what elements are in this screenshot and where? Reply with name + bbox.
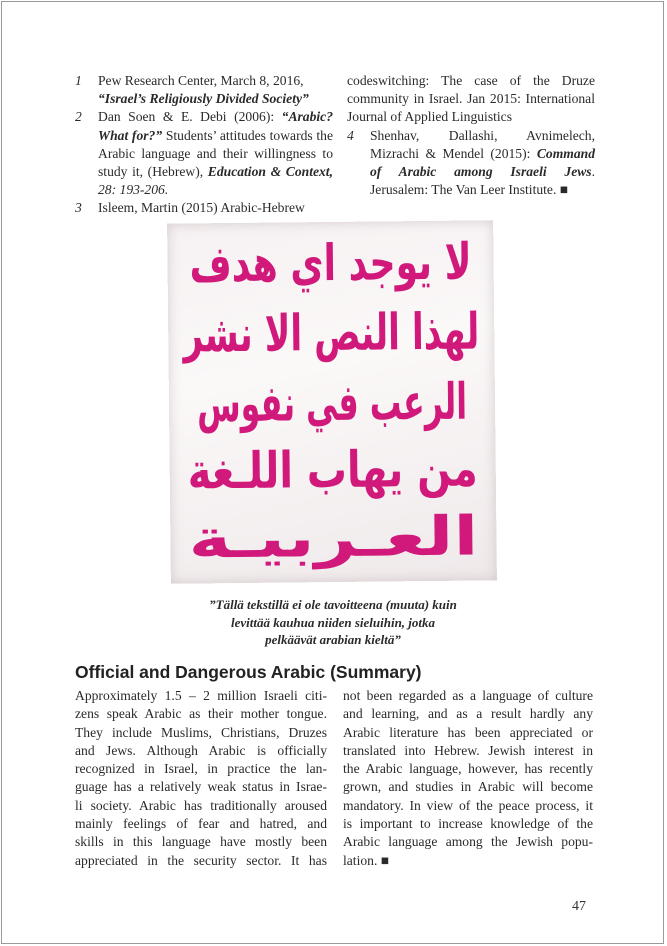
reference-3-continued <box>347 72 595 127</box>
sign-line-5: العـربيـة <box>188 505 404 571</box>
summary-line: mainly feelings of fear and hatred, and <box>75 816 327 832</box>
section-title: Official and Dangerous Arabic (Summary) <box>75 662 422 682</box>
summary-line: Arabic literature has been appreciated or <box>343 724 593 740</box>
summary-line: They include Muslims, Christians, Druzes <box>75 724 327 740</box>
reference-journal: International Journal of Applied Linguistics <box>347 91 595 125</box>
summary-line: lation. ■ <box>343 852 389 868</box>
reference-authors: Shenhav, Dallashi, Avnimelech, Mizrachi & Mendel (2015): <box>370 127 595 161</box>
reference-volume: 28: 193-206. <box>98 182 169 198</box>
summary-line: recognized in Israel, in practice the lan- <box>75 761 327 777</box>
image-caption <box>175 596 491 649</box>
summary-line: translated into Hebrew. Jewish interest in <box>343 742 593 758</box>
caption-line: ”Tällä tekstillä ei ole tavoitteena (muuta) kuin <box>209 597 457 612</box>
summary-line: and learning, and as a result hardly any <box>343 706 593 722</box>
caption-line: levittää kauhua niiden sieluihin, jotka <box>230 614 436 630</box>
summary-line: not been regarded as a language of culture <box>343 688 593 703</box>
summary-line: appreciated in the security sector. It has <box>75 852 327 868</box>
summary-line: grown, and studies in Arabic will become <box>343 779 593 795</box>
summary-line: zens speak Arabic as their mother tongue. <box>75 706 327 722</box>
reference-text: . Jerusalem: The Van Leer Institute. ■ <box>370 164 595 198</box>
reference-1 <box>75 72 333 108</box>
summary-line: is important to increase knowledge of the <box>343 816 593 832</box>
reference-text: Isleem, Martin (2015) Arabic-Hebrew <box>98 200 305 216</box>
page-number: 47 <box>572 899 586 914</box>
reference-number: 4 <box>347 127 354 143</box>
summary-line: guage has a relatively weak status in Israe- <box>75 779 327 795</box>
reference-number: 3 <box>75 200 82 216</box>
summary-line: mandatory. In view of the peace process, it <box>343 797 593 813</box>
reference-2 <box>75 108 333 199</box>
sign-line-2: لهذا النص الا نشر <box>182 301 614 364</box>
summary-line: Approximately 1.5 – 2 million Israeli citi- <box>75 688 327 703</box>
references-left-column <box>75 72 333 218</box>
sign-line-4: من يهاب اللـغة <box>187 438 552 501</box>
summary-line: the Arabic language, however, has recently <box>343 761 593 777</box>
summary-line: and Jews. Although Arabic is officially <box>75 742 327 758</box>
reference-title: “Israel’s Religiously Divided Society” <box>98 91 309 107</box>
reference-number: 2 <box>75 109 82 125</box>
reference-title: Command of Arabic among Israeli Jews <box>370 145 595 180</box>
reference-title: “Arabic? What for?” <box>98 109 333 143</box>
summary-line: skills in this language have mostly been <box>75 834 327 850</box>
reference-4 <box>347 127 595 200</box>
sign-line-3: الرعب في نفوس <box>196 370 625 434</box>
arabic-sign-photo <box>167 220 625 583</box>
reference-text: codeswitching: The case of the Druze community in Israel. Jan 2015: <box>347 73 595 107</box>
arabic-sign-text <box>167 220 625 583</box>
summary-right-column <box>343 687 593 870</box>
reference-journal: Education & Context, <box>207 164 333 180</box>
reference-authors: Dan Soen & E. Debi (2006): <box>98 109 282 125</box>
sign-line-1: لا يوجد اي هدف <box>189 231 579 294</box>
summary-left-column <box>75 687 327 870</box>
reference-text: Students’ attitudes towards the Arabic language and their willingness to study it, (Hebrew), <box>98 127 333 180</box>
references-right-column <box>347 72 595 218</box>
reference-number: 1 <box>75 73 82 88</box>
references <box>75 72 595 218</box>
reference-text: Pew Research Center, March 8, 2016, <box>98 73 304 88</box>
summary-body <box>75 687 593 870</box>
summary-line: Arabic language among the Jewish popu- <box>343 834 593 850</box>
caption-line: pelkäävät arabian kieltä” <box>265 632 401 647</box>
reference-3 <box>75 199 333 217</box>
summary-line: li society. Arabic has traditionally aroused <box>75 797 327 813</box>
